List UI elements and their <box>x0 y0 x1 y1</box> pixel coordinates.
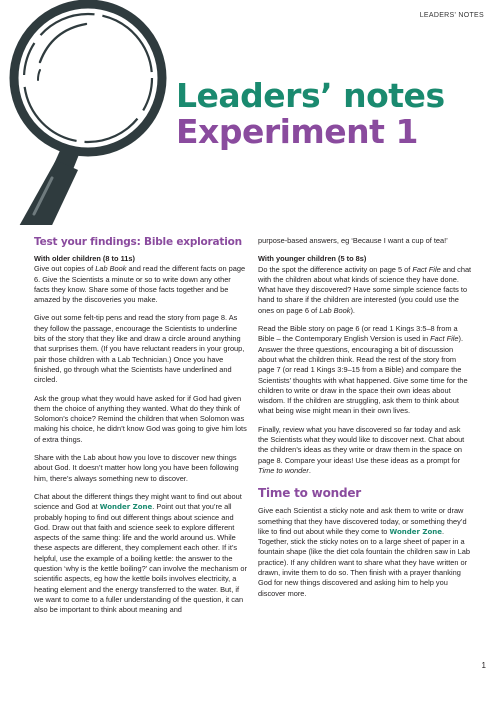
magnifying-glass-icon <box>0 0 175 225</box>
title-block <box>176 78 445 150</box>
paragraph-review: Finally, review what you have discovered so far today and ask the Scientists what they would like to discover next. Chat about the children’s ideas as they write or draw them in the space on page 8. Compare your ideas! Use these ideas as a prompt for Time to wonder. <box>258 424 465 475</box>
younger-children-heading: With younger children (5 to 8s) <box>258 254 367 264</box>
paragraph-bible-story: Read the Bible story on page 6 (or read 1 Kings 3:5–8 from a Bible – the Contemporary English Version is used in Fact File). Answer the three questions, encouraging a bit of discussion about what the children think. Read the rest of the story from page 7 (or read 1 Kings 3:9–15 from a Bible) and compare the Scientists’ thoughts with what happened. Give some time for the children to write or draw in the space their own ideas about wisdom. If the children are struggling, ask them to think about what being wise might mean in their own lives. <box>258 324 468 416</box>
header-label: LEADERS' NOTES <box>419 12 484 19</box>
section-heading-test: Test your findings: Bible exploration <box>34 236 242 248</box>
page-title: Leaders’ notes <box>176 76 445 115</box>
older-children-heading: With older children (8 to 11s) <box>34 254 135 263</box>
left-column <box>34 236 248 624</box>
lens-highlight-small <box>38 70 40 80</box>
lens-inner-ring <box>24 14 152 142</box>
paragraph-spot-difference: Do the spot the difference activity on page 5 of Fact File and chat with the children about what kinds of science they have done. What have they discovered? Have some simple science facts to hand to share if the children are interested (you could use the ones on page 6 of Lab Book). <box>258 264 472 315</box>
paragraph-lab-book: Give out copies of Lab Book and read the different facts on page 6. Give the Scientists a minute or so to write down any other facts they know. Share some of those facts together and be amazed by the discoveries you make. <box>34 264 246 305</box>
paragraph-continued: purpose-based answers, eg ‘Because I want a cup of tea!’ <box>258 236 448 245</box>
section-heading-wonder: Time to wonder <box>258 486 361 501</box>
paragraph-science-god: Chat about the different things they might want to find out about science and God at Wonder Zone. Point out that you’re all probably hoping to find out different things about science and God. Draw out that faith and science seek to explore different aspects of the same thing: life and the world around us. While these aspects are different, they complement each other. If it’s helpful, use the example of a boiling kettle: the answer to the question ‘why is the kettle boiling?’ can involve the mechanism or scientific aspects, eg how the kettle boils involves electricity, a heating element and the energy transferred to the water. But, if we want to come to a fuller understanding of the question, it can also be important to think about meaning and <box>34 491 247 615</box>
paragraph-felt-tip: Give out some felt-tip pens and read the story from page 8. As they follow the passage, encourage the Scientists to underline bits of the story that they like and draw a circle around anything that surprises them. (If you have reluctant readers in your group, pair those children with a Lab Technician.) Once you have finished, go through what the Scientists have underlined and circled. <box>34 313 245 385</box>
page-subtitle: Experiment 1 <box>176 112 418 151</box>
page-number: 1 <box>481 661 486 670</box>
paragraph-solomon-choice: Ask the group what they would have asked for if God had given them the choice of anything they wanted. What do they think of Solomon’s choice? Remind the children that when Solomon was making his choice, he didn’t know God was going to give him lots of extra things. <box>34 393 247 444</box>
handle <box>18 160 78 225</box>
paragraph-discover: Share with the Lab about how you love to discover new things about God. It doesn’t matter how long you have been following him, there’s always something new to discover. <box>34 453 239 483</box>
paragraph-sticky-note: Give each Scientist a sticky note and ask them to write or draw something that they have discovered today, or something they’d like to find out about while they come to Wonder Zone. Together, stick the sticky notes on to a large sheet of paper in a fountain shape (like the diet cola fountain the children saw in Lab practice). If any children want to share what they have written or drawn, invite them to do so. Then finish with a prayer thanking God for new things discovered and asking him to help you discover more. <box>258 506 471 598</box>
lens-ring <box>14 4 162 152</box>
right-column <box>258 236 472 607</box>
